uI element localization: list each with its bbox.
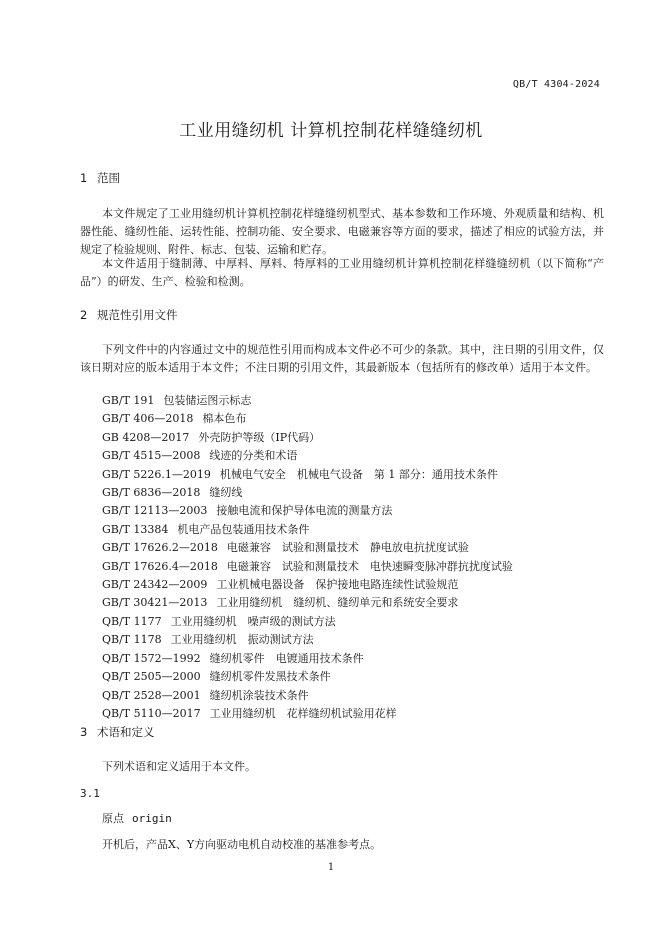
reference-name: 工业用缝纫机 花样缝纫机试验用花样: [209, 706, 397, 720]
section-2-heading: [80, 307, 178, 323]
reference-code: GB/T 4515—2008: [102, 449, 201, 463]
reference-name: 电磁兼容 试验和测量技术 电快速瞬变脉冲群抗扰度试验: [226, 559, 513, 573]
list-item: [102, 392, 513, 410]
reference-code: GB/T 406—2018: [102, 412, 194, 426]
reference-name: 缝纫机零件发黑技术条件: [209, 670, 331, 684]
reference-code: GB 4208—2017: [102, 430, 190, 444]
refs-intro-paragraph: 下列文件中的内容通过文中的规范性引用而构成本文件必不可少的条款。其中，注日期的引用文件，仅该日期对应的版本适用于本文件；不注日期的引用文件，其最新版本（包括所有的修改单）适用于本文件。: [80, 343, 604, 374]
reference-code: GB/T 30421—2013: [102, 596, 208, 610]
term-number: 3.1: [80, 787, 100, 800]
section-number: 2: [80, 308, 88, 322]
list-item: [102, 705, 513, 723]
reference-code: QB/T 1177: [102, 614, 162, 628]
term-name-en: origin: [132, 812, 172, 825]
reference-code: GB/T 17626.4—2018: [102, 559, 218, 573]
list-item: [102, 410, 513, 428]
reference-code: GB/T 17626.2—2018: [102, 541, 218, 555]
reference-code: GB/T 6836—2018: [102, 486, 201, 500]
reference-code: QB/T 2505—2000: [102, 670, 201, 684]
reference-name: 线迹的分类和术语: [209, 449, 298, 463]
term-definition: 开机后，产品X、Y方向驱动电机自动校准的基准参考点。: [102, 838, 382, 851]
section-1-heading: [80, 170, 120, 186]
reference-code: GB/T 191: [102, 394, 155, 407]
list-item: [102, 484, 513, 502]
list-item: [102, 594, 513, 612]
standard-number: QB/T 4304-2024: [512, 79, 600, 90]
document-title: 工业用缝纫机 计算机控制花样缝缝纫机: [179, 121, 483, 141]
reference-name: 包装储运图示标志: [163, 394, 252, 407]
reference-name: 机械电气安全 机械电气设备 第 1 部分：通用技术条件: [219, 467, 498, 481]
reference-code: GB/T 13384: [102, 522, 169, 536]
term-name: [102, 810, 172, 826]
section-title: 规范性引用文件: [97, 308, 178, 322]
reference-name: 工业用缝纫机 噪声级的测试方法: [170, 614, 336, 628]
reference-code: QB/T 2528—2001: [102, 688, 201, 702]
list-item: [102, 668, 513, 686]
list-item: [102, 429, 513, 447]
list-item: [102, 466, 513, 484]
list-item: [102, 613, 513, 631]
list-item: [102, 687, 513, 705]
reference-name: 工业用缝纫机 振动测试方法: [170, 633, 314, 647]
terms-intro-paragraph: 下列术语和定义适用于本文件。: [102, 760, 256, 773]
list-item: [102, 521, 513, 539]
reference-code: GB/T 5226.1—2019: [102, 467, 211, 481]
term-name-zh: 原点: [102, 812, 124, 825]
reference-name: 棉本色布: [202, 412, 247, 426]
reference-code: QB/T 5110—2017: [102, 706, 201, 720]
section-title: 术语和定义: [97, 725, 155, 739]
reference-name: 接触电流和保护导体电流的测量方法: [216, 504, 393, 518]
section-title: 范围: [97, 171, 120, 185]
scope-paragraph-2: 本文件适用于缝制薄、中厚料、厚料、特厚料的工业用缝纫机计算机控制花样缝缝纫机（以下简称“产品”）的研发、生产、检验和检测。: [80, 257, 604, 288]
page-number: 1: [327, 862, 335, 873]
list-item: [102, 447, 513, 465]
section-3-heading: [80, 724, 155, 740]
list-item: [102, 576, 513, 594]
reference-name: 缝纫线: [209, 486, 243, 500]
reference-name: 外壳防护等级（IP代码）: [198, 430, 321, 444]
list-item: [102, 539, 513, 557]
section-number: 1: [80, 171, 88, 185]
reference-name: 机电产品包装通用技术条件: [177, 522, 310, 536]
list-item: [102, 650, 513, 668]
reference-code: QB/T 1572—1992: [102, 651, 201, 665]
reference-list: [102, 392, 513, 723]
list-item: [102, 631, 513, 649]
reference-code: GB/T 24342—2009: [102, 578, 208, 592]
reference-code: QB/T 1178: [102, 633, 162, 647]
scope-paragraph-1: 本文件规定了工业用缝纫机计算机控制花样缝缝纫机型式、基本参数和工作环境、外观质量和结构、机器性能、缝纫性能、运转性能、控制功能、安全要求、电磁兼容等方面的要求，描述了相应的试验方法，并规定了检验规则、附件、标志、包装、运输和贮存。: [80, 207, 604, 256]
reference-name: 缝纫机涂装技术条件: [209, 688, 309, 702]
reference-name: 缝纫机零件 电镀通用技术条件: [209, 651, 364, 665]
reference-name: 工业用缝纫机 缝纫机、缝纫单元和系统安全要求: [216, 596, 459, 610]
section-number: 3: [80, 725, 88, 739]
list-item: [102, 502, 513, 520]
list-item: [102, 558, 513, 576]
reference-name: 工业机械电器设备 保护接地电路连续性试验规范: [216, 578, 459, 592]
reference-name: 电磁兼容 试验和测量技术 静电放电抗扰度试验: [226, 541, 469, 555]
reference-code: GB/T 12113—2003: [102, 504, 208, 518]
